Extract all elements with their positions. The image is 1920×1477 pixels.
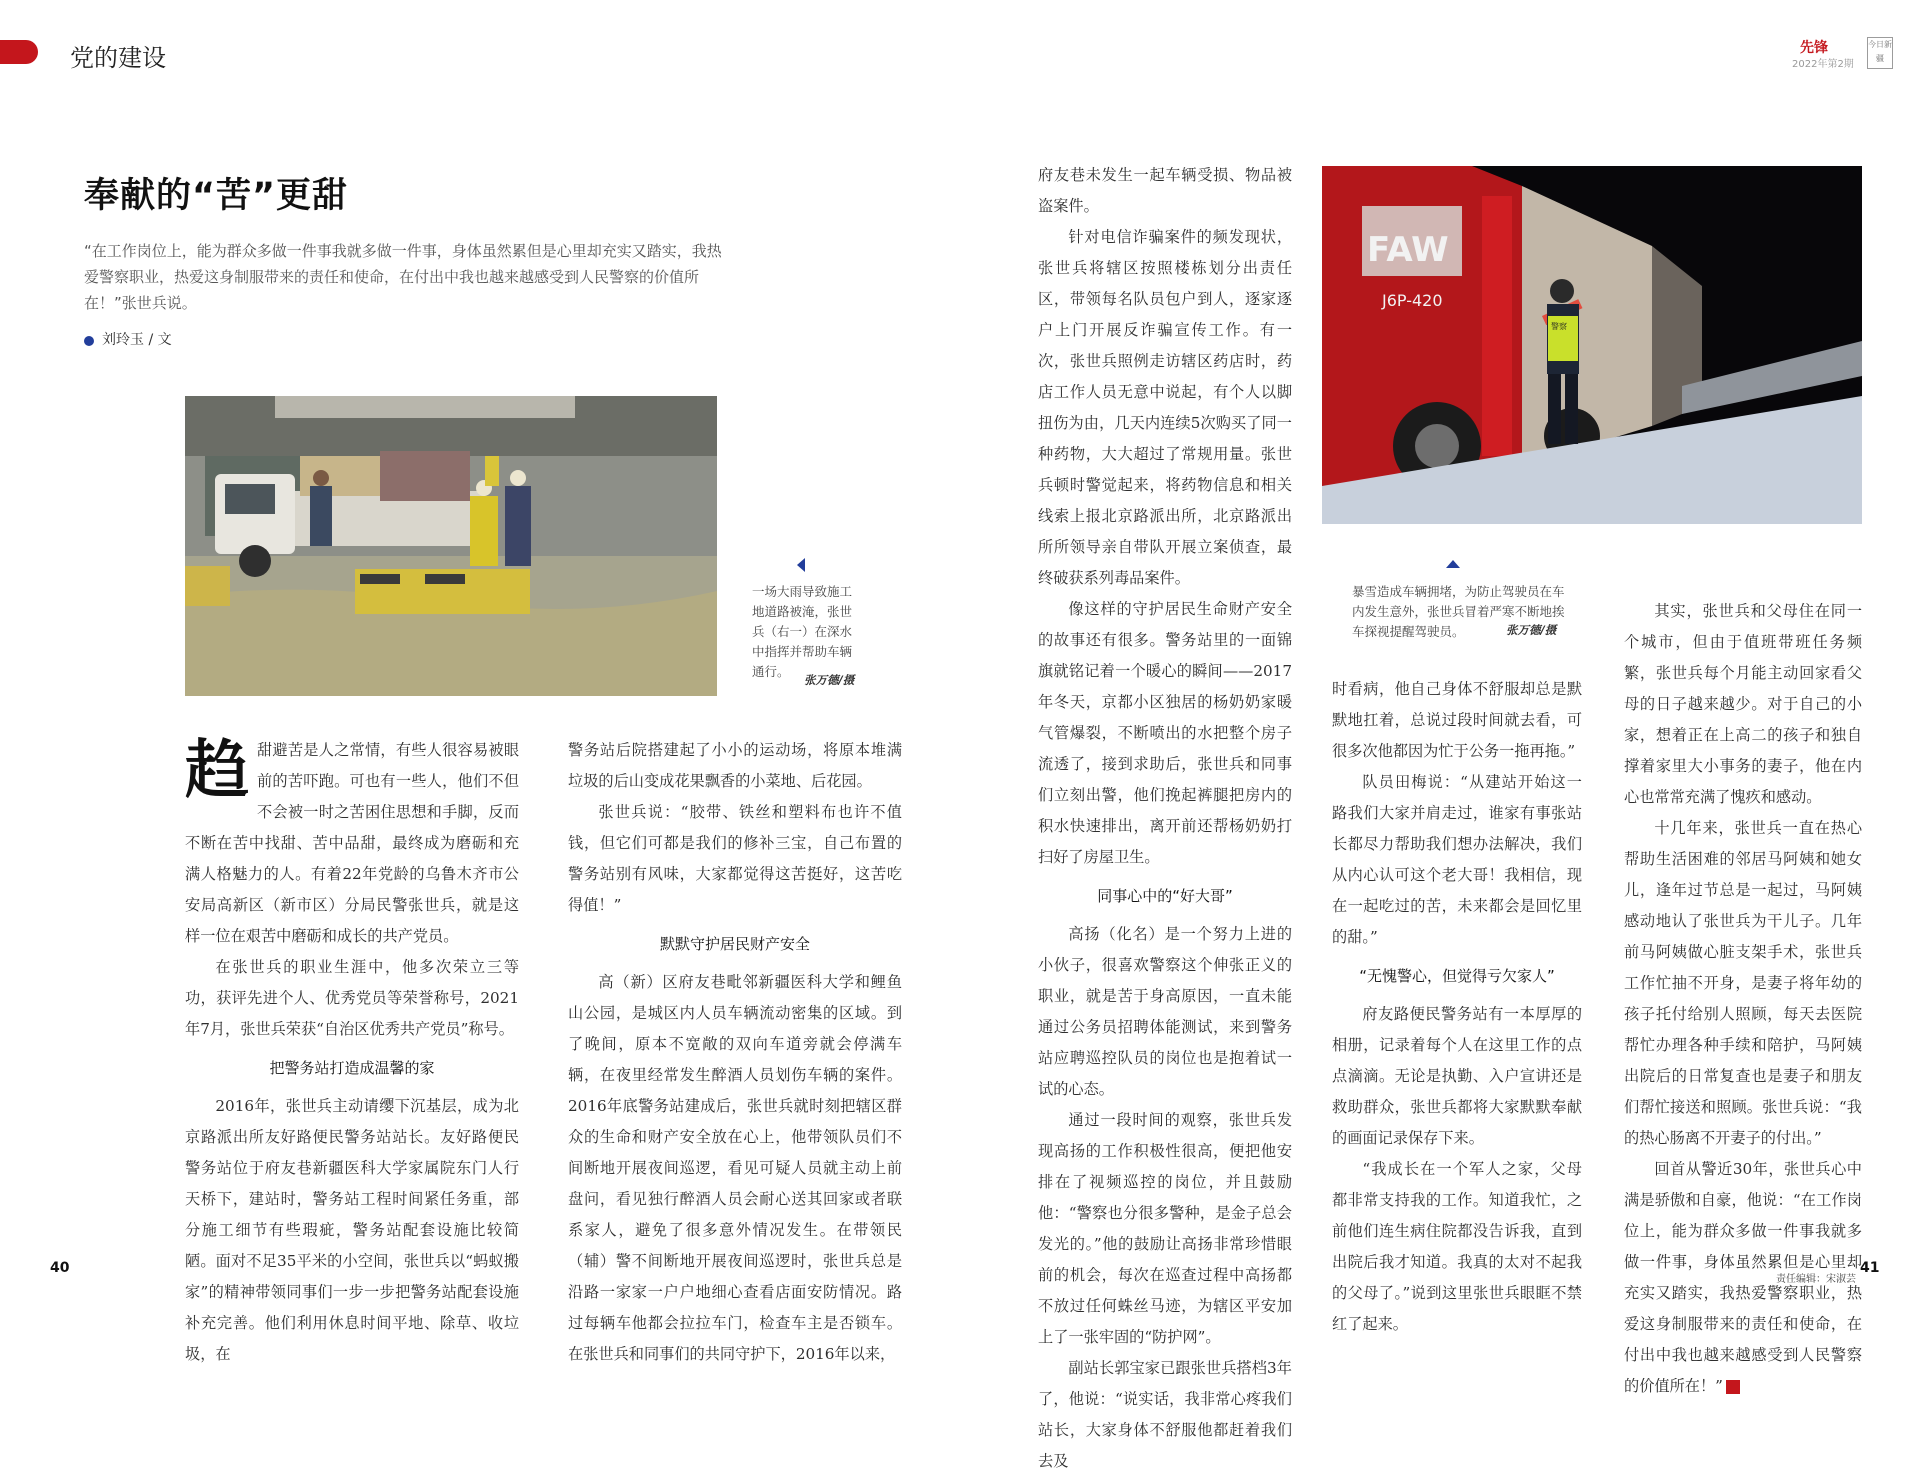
responsible-editor: 责任编辑：宋淑芸 (1776, 1274, 1856, 1285)
caption-pointer-icon (1446, 560, 1460, 568)
magazine-badge: 今日新疆 (1867, 37, 1893, 69)
paragraph: 时看病，他自己身体不舒服却总是默默地扛着，总说过段时间就去看，可很多次他都因为忙于公务一拖再拖。” (1332, 680, 1582, 760)
snow-night-photo (1322, 166, 1862, 524)
paragraph: 像这样的守护居民生命财产安全的故事还有很多。警务站里的一面锦旗就铭记着一个暖心的瞬间——2017年冬天，京都小区独居的杨奶奶家暖气管爆裂，不断喷出的水把整个房子流透了，接到求助后，张世兵和同事们立刻出警，他们挽起裤腿把房内的积水快速排出，离开前还帮杨奶奶打扫好了房屋卫生。 (1038, 600, 1292, 866)
subheading: “无愧警心，但觉得亏欠家人” (1359, 967, 1555, 985)
body-column-1 (185, 735, 519, 1370)
left-photo-caption: 一场大雨导致施工地道路被淹，张世兵（右一）在深水中指挥并帮助车辆通行。 (752, 584, 853, 679)
paragraph: 在张世兵的职业生涯中，他多次荣立三等功，获评先进个人、优秀党员等荣誉称号，2021年7月，张世兵荣获“自治区优秀共产党员”称号。 (185, 958, 519, 1038)
subheading: 把警务站打造成温馨的家 (269, 1059, 435, 1077)
magazine-issue: 2022年第2期 (1792, 59, 1854, 70)
paragraph: 队员田梅说：“从建站开始这一路我们大家并肩走过，谁家有事张站长都尽力帮助我们想办法解决，我们从内心认可这个老大哥！我相信，现在一起吃过的苦，未来都会是回忆里的甜。” (1332, 773, 1582, 946)
subheading: 默默守护居民财产安全 (659, 935, 810, 953)
caption-pointer-icon (797, 558, 805, 572)
article-author: 刘玲玉 / 文 (102, 332, 172, 348)
section-tab-marker (0, 40, 38, 64)
author-bullet-icon (84, 336, 94, 346)
article-title: 奉献的“苦”更甜 (84, 176, 349, 216)
truck-plate-text: J6P-420 (1382, 291, 1443, 310)
body-column-4 (1332, 674, 1582, 1340)
right-photo-caption: 暴雪造成车辆拥堵，为防止驾驶员在车内发生意外，张世兵冒着严寒不断地挨车探视提醒驾驶员。 (1352, 584, 1565, 639)
paragraph: 甜避苦是人之常情，有些人很容易被眼前的苦吓跑。可也有一些人，他们不但不会被一时之苦困住思想和手脚，反而不断在苦中找甜、苦中品甜，最终成为磨砺和充满人格魅力的人。有着22年党龄的乌鲁木齐市公安局高新区（新市区）分局民警张世兵，就是这样一位在艰苦中磨砺和成长的共产党员。 (185, 741, 519, 945)
left-photo-credit: 张万德/摄 (804, 673, 855, 687)
page-number-right: 41 (1860, 1260, 1880, 1276)
paragraph: 高扬（化名）是一个努力上进的小伙子，很喜欢警察这个伸张正义的职业，就是苦于身高原因，一直未能通过公务员招聘体能测试，来到警务站应聘巡控队员的岗位也是抱着试一试的心态。 (1038, 925, 1292, 1098)
paragraph: 府友路便民警务站有一本厚厚的相册，记录着每个人在这里工作的点点滴滴。无论是执勤、入户宣讲还是救助群众，张世兵都将大家默默奉献的画面记录保存下来。 (1332, 1005, 1582, 1147)
page-number-left: 40 (50, 1260, 70, 1276)
truck-brand-text: FAW (1367, 230, 1449, 270)
paragraph: 高（新）区府友巷毗邻新疆医科大学和鲤鱼山公园，是城区内人员车辆流动密集的区域。到了晚间，原本不宽敞的双向车道旁就会停满车辆，在夜里经常发生醉酒人员划伤车辆的案件。2016年底警务站建成后，张世兵就时刻把辖区群众的生命和财产安全放在心上，他带领队员们不间断地开展夜间巡逻，看见可疑人员就主动上前盘问，看见独行醉酒人员会耐心送其回家或者联系家人，避免了很多意外情况发生。在带领民（辅）警不间断地开展夜间巡逻时，张世兵总是沿路一家家一户户地细心查看店面安防情况。路过每辆车他都会拉拉车门，检查车主是否锁车。在张世兵和同事们的共同守护下，2016年以来， (568, 973, 902, 1363)
paragraph: 回首从警近30年，张世兵心中满是骄傲和自豪，他说：“在工作岗位上，能为群众多做一件事我就多做一件事，身体虽然累但是心里却充实又踏实，我热爱警察职业，热爱这身制服带来的责任和使命，在付出中我也越来越感受到人民警察的价值所在！” (1624, 1160, 1862, 1395)
paragraph: 副站长郭宝家已跟张世兵搭档3年了，他说：“说实话，我非常心疼我们站长，大家身体不舒服他都赶着我们去及 (1038, 1359, 1292, 1470)
paragraph: 十几年来，张世兵一直在热心帮助生活困难的邻居马阿姨和她女儿，逢年过节总是一起过，马阿姨感动地认了张世兵为干儿子。几年前马阿姨做心脏支架手术，张世兵工作忙抽不开身，是妻子将年幼的孩子托付给别人照顾，每天去医院帮忙办理各种手续和陪护，马阿姨出院后的日常复查也是妻子和朋友们帮忙接送和照顾。张世兵说：“我的热心肠离不开妻子的付出。” (1624, 819, 1862, 1147)
paragraph: 张世兵说：“胶带、铁丝和塑料布也许不值钱，但它们可都是我们的修补三宝，自己布置的警务站别有风味，大家都觉得这苦挺好，这苦吃得值！” (568, 803, 902, 914)
paragraph: 其实，张世兵和父母住在同一个城市，但由于值班带班任务频繁，张世兵每个月能主动回家看父母的日子越来越少。对于自己的小家，想着正在上高二的孩子和独自撑着家里大小事务的妻子，他在内心也常常充满了愧疚和感动。 (1624, 602, 1862, 806)
paragraph: 2016年，张世兵主动请缨下沉基层，成为北京路派出所友好路便民警务站站长。友好路便民警务站位于府友巷新疆医科大学家属院东门人行天桥下，建站时，警务站工程时间紧任务重，部分施工细节有些瑕疵，警务站配套设施比较简陋。面对不足35平米的小空间，张世兵以“蚂蚁搬家”的精神带领同事们一步一步把警务站配套设施补充完善。他们利用休息时间平地、除草、收垃圾，在 (185, 1097, 519, 1363)
paragraph: 通过一段时间的观察，张世兵发现高扬的工作积极性很高，便把他安排在了视频巡控的岗位，并且鼓励他：“警察也分很多警种，是金子总会发光的。”他的鼓励让高扬非常珍惜眼前的机会，每次在巡查过程中高扬都不放过任何蛛丝马迹，为辖区平安加上了一张牢固的“防护网”。 (1038, 1111, 1292, 1346)
right-photo-credit: 张万德/摄 (1506, 623, 1557, 637)
magazine-name: 先锋 (1800, 40, 1828, 56)
paragraph: 警务站后院搭建起了小小的运动场，将原本堆满垃圾的后山变成花果飘香的小菜地、后花园。 (568, 741, 902, 790)
body-column-3 (1038, 160, 1292, 1477)
paragraph: 针对电信诈骗案件的频发现状，张世兵将辖区按照楼栋划分出责任区，带领每名队员包户到人，逐家逐户上门开展反诈骗宣传工作。有一次，张世兵照例走访辖区药店时，药店工作人员无意中说起，有个人以脚扭伤为由，几天内连续5次购买了同一种药物，大大超过了常规用量。张世兵顿时警觉起来，将药物信息和相关线索上报北京路派出所，北京路派出所所领导亲自带队开展立案侦查，最终破获系列毒品案件。 (1038, 228, 1292, 587)
section-title: 党的建设 (70, 44, 166, 72)
paragraph: 府友巷未发生一起车辆受损、物品被盗案件。 (1038, 166, 1292, 215)
police-vest-text: 警察 (1551, 322, 1567, 331)
subheading: 同事心中的“好大哥” (1097, 887, 1233, 905)
paragraph: “我成长在一个军人之家，父母都非常支持我的工作。知道我忙，之前他们连生病住院都没告诉我，直到出院后我才知道。我真的太对不起我的父母了。”说到这里张世兵眼眶不禁红了起来。 (1332, 1160, 1582, 1333)
article-lead: “在工作岗位上，能为群众多做一件事我就多做一件事，身体虽然累但是心里却充实又踏实，我热爱警察职业，热爱这身制服带来的责任和使命，在付出中我也越来越感受到人民警察的价值所在！”张世兵说。 (84, 242, 722, 312)
flood-photo (185, 396, 717, 696)
body-column-2 (568, 735, 902, 1370)
end-mark-icon (1726, 1380, 1740, 1394)
drop-cap: 趋 (185, 734, 249, 808)
